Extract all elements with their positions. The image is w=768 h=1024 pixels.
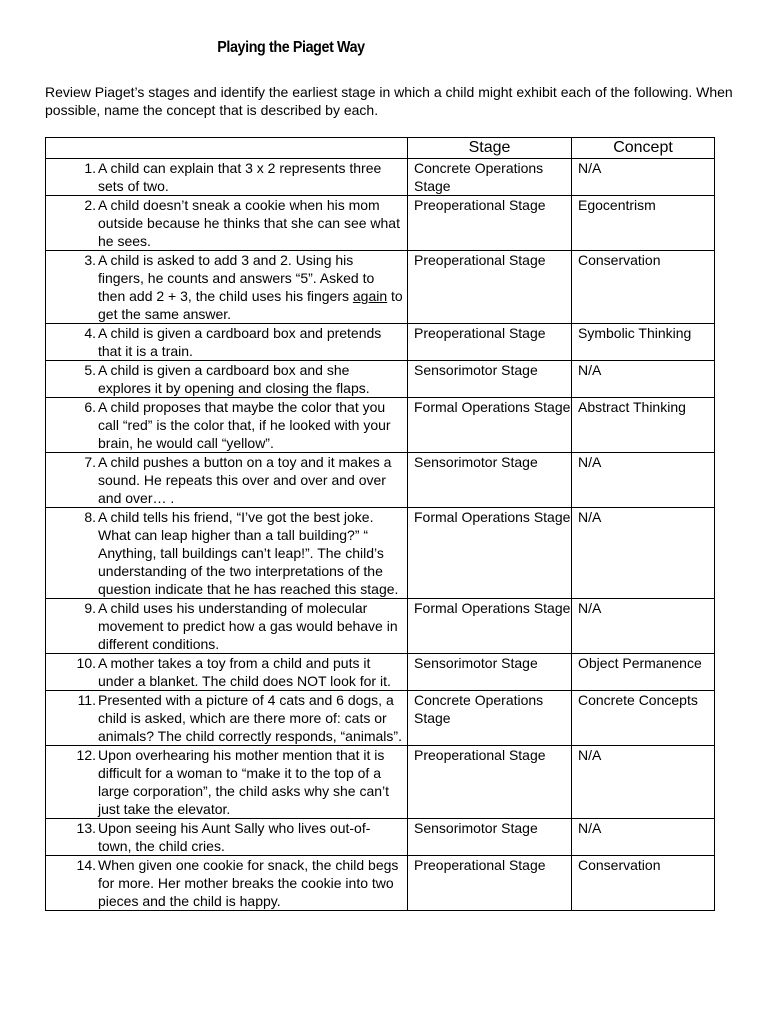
table-row — [46, 159, 715, 196]
stage-cell: Preoperational Stage — [408, 746, 572, 819]
question-cell — [46, 856, 408, 911]
table-row — [46, 856, 715, 911]
stage-cell: Formal Operations Stage — [408, 508, 572, 599]
question-cell — [46, 691, 408, 746]
stage-cell: Formal Operations Stage — [408, 599, 572, 654]
concept-cell: N/A — [572, 453, 715, 508]
question-text: A child doesn’t sneak a cookie when his mom outside because he thinks that she can see what he sees. — [98, 197, 400, 249]
concept-cell: N/A — [572, 508, 715, 599]
question-cell — [46, 508, 408, 599]
question-number: 8. — [84, 509, 96, 525]
table-row — [46, 746, 715, 819]
table-row — [46, 398, 715, 453]
question-cell — [46, 159, 408, 196]
concept-cell: Symbolic Thinking — [572, 324, 715, 361]
question-cell — [46, 398, 408, 453]
page-title: Playing the Piaget Way — [217, 39, 365, 56]
question-cell — [46, 361, 408, 398]
table-row — [46, 361, 715, 398]
table-row — [46, 691, 715, 746]
concept-cell: Object Permanence — [572, 654, 715, 691]
concept-cell: N/A — [572, 599, 715, 654]
stage-cell: Preoperational Stage — [408, 324, 572, 361]
underlined-word: again — [352, 288, 388, 304]
question-cell — [46, 746, 408, 819]
question-text: When given one cookie for snack, the child begs for more. Her mother breaks the cookie into two pieces and the child is happy. — [98, 857, 399, 909]
question-text: Upon seeing his Aunt Sally who lives out-of-town, the child cries. — [98, 820, 371, 854]
question-number: 13. — [76, 820, 96, 836]
table-row — [46, 196, 715, 251]
instructions: Review Piaget’s stages and identify the earliest stage in which a child might exhibit each of the following. When possible, name the concept that is described by each. — [45, 84, 733, 118]
question-text: A child is given a cardboard box and pretends that it is a train. — [98, 325, 382, 359]
question-text: A child is given a cardboard box and she explores it by opening and closing the flaps. — [98, 362, 370, 396]
concept-cell: Conservation — [572, 251, 715, 324]
question-cell — [46, 599, 408, 654]
header-row — [46, 138, 715, 159]
question-number: 2. — [84, 197, 96, 213]
question-text: Presented with a picture of 4 cats and 6 dogs, a child is asked, which are there more of: cats or animals? The child correctly responds, “animals”. — [98, 692, 402, 744]
question-number: 14. — [76, 857, 96, 873]
concept-cell: Egocentrism — [572, 196, 715, 251]
question-text-part: A child is asked to add 3 and 2. Using his fingers, he counts and answers “5”. Asked to then add 2 + 3, the child uses his fingers — [98, 252, 375, 304]
stage-cell: Sensorimotor Stage — [408, 361, 572, 398]
question-text — [96, 251, 407, 323]
question-text: A child can explain that 3 x 2 represents three sets of two. — [98, 160, 382, 194]
stage-cell: Sensorimotor Stage — [408, 453, 572, 508]
header-blank — [46, 138, 408, 159]
table-row — [46, 654, 715, 691]
table-row — [46, 819, 715, 856]
header-stage: Stage — [408, 138, 572, 159]
stage-cell: Concrete Operations Stage — [408, 159, 572, 196]
question-cell — [46, 819, 408, 856]
table-row — [46, 324, 715, 361]
table-row — [46, 453, 715, 508]
question-number: 12. — [76, 747, 96, 763]
stage-cell: Preoperational Stage — [408, 856, 572, 911]
header-concept: Concept — [572, 138, 715, 159]
question-number: 4. — [84, 325, 96, 341]
stage-cell: Preoperational Stage — [408, 251, 572, 324]
question-number: 1. — [84, 160, 96, 176]
question-text-part: to get the same answer. — [98, 288, 403, 322]
concept-cell: Abstract Thinking — [572, 398, 715, 453]
concept-cell: N/A — [572, 159, 715, 196]
question-number: 5. — [84, 362, 96, 378]
question-cell — [46, 196, 408, 251]
stage-cell: Sensorimotor Stage — [408, 654, 572, 691]
concept-cell: Conservation — [572, 856, 715, 911]
concept-cell: N/A — [572, 746, 715, 819]
question-text: A mother takes a toy from a child and puts it under a blanket. The child does NOT look for it. — [98, 655, 391, 689]
table-row — [46, 508, 715, 599]
question-cell — [46, 251, 408, 324]
question-text: A child uses his understanding of molecular movement to predict how a gas would behave in different conditions. — [98, 600, 398, 652]
stages-table — [45, 137, 715, 911]
table-row — [46, 251, 715, 324]
concept-cell: Concrete Concepts — [572, 691, 715, 746]
stage-cell: Concrete Operations Stage — [408, 691, 572, 746]
concept-cell: N/A — [572, 361, 715, 398]
question-number: 3. — [84, 252, 96, 268]
stage-cell: Sensorimotor Stage — [408, 819, 572, 856]
stage-cell: Formal Operations Stage — [408, 398, 572, 453]
question-text: Upon overhearing his mother mention that it is difficult for a woman to “make it to the top of a large corporation”, the child asks why she can’t just take the elevator. — [98, 747, 390, 817]
question-number: 9. — [84, 600, 96, 616]
question-cell — [46, 654, 408, 691]
question-text: A child tells his friend, “I’ve got the best joke. What can leap higher than a tall building?” “ Anything, tall buildings can’t leap!”. The child’s understanding of the two interpretations of the question indicate that he has reached this stage. — [98, 509, 399, 597]
question-number: 11. — [77, 692, 96, 708]
stage-cell: Preoperational Stage — [408, 196, 572, 251]
question-number: 6. — [84, 399, 96, 415]
question-text: A child proposes that maybe the color that you call “red” is the color that, if he looked with your brain, he would call “yellow”. — [98, 399, 391, 451]
question-number: 7. — [84, 454, 96, 470]
question-number: 10. — [76, 655, 96, 671]
question-cell — [46, 324, 408, 361]
question-cell — [46, 453, 408, 508]
question-text: A child pushes a button on a toy and it makes a sound. He repeats this over and over and over and over… . — [98, 454, 392, 506]
table-row — [46, 599, 715, 654]
concept-cell: N/A — [572, 819, 715, 856]
